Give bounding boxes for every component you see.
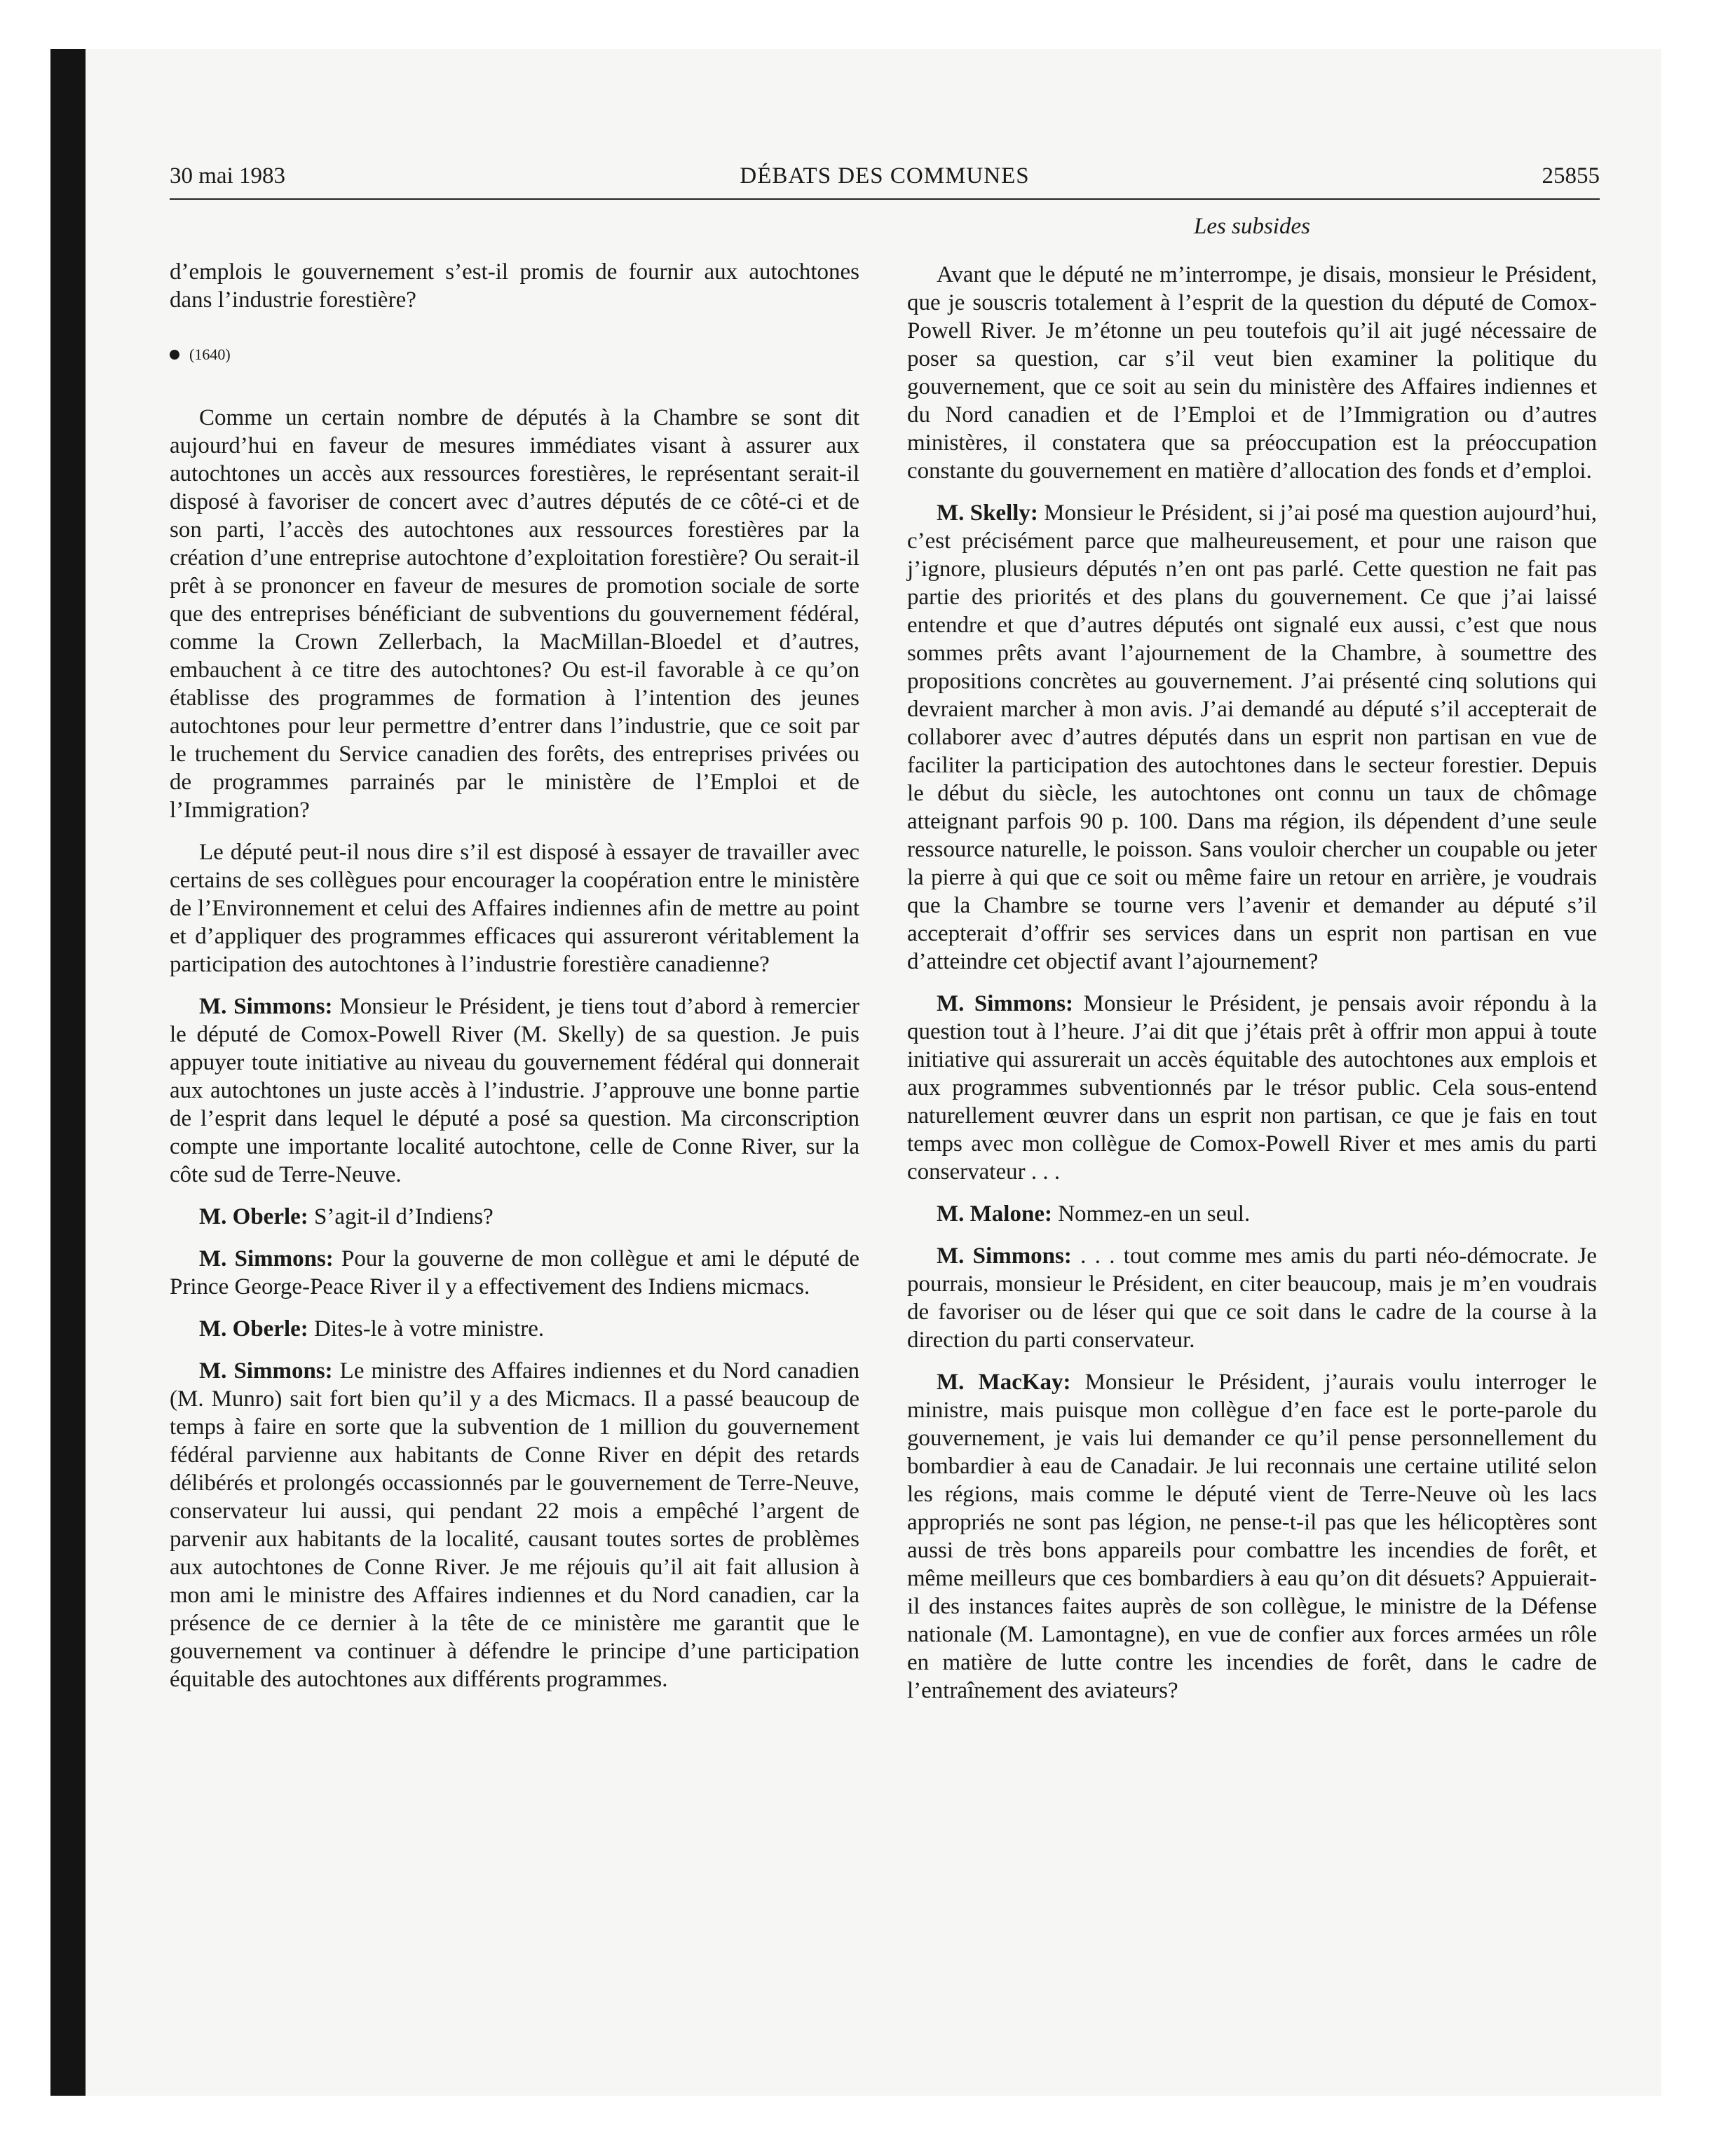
speaker-name: M. Simmons: <box>199 994 333 1019</box>
section-title: Les subsides <box>1194 214 1310 239</box>
speech-text: S’agit-il d’Indiens? <box>308 1204 494 1229</box>
speaker-name: M. Oberle: <box>199 1204 308 1229</box>
speaker-name: M. Malone: <box>937 1201 1052 1227</box>
speech-text: Dites-le à votre ministre. <box>308 1316 545 1342</box>
speech <box>907 1242 1597 1354</box>
left-column <box>170 258 859 1707</box>
header-title: DÉBATS DES COMMUNES <box>740 163 1030 189</box>
speech-text: Monsieur le Président, j’aurais voulu interroger le ministre, mais puisque mon collègue d’en face est le porte-parole du gouvernement, je vais lui demander ce qu’il pense personnellement du bombardier à eau de Canadair. Je lui reconnais une certaine utilité selon les régions, mais comme le député vient de Terre-Neuve où les lacs appropriés ne sont pas légion, ne pense-t-il pas que les hélicoptères sont aussi de très bons appareils pour combattre les incendies de forêt, et même meilleurs que ces bombardiers à eau qu’on dit désuets? Appuierait-il des instances faites auprès de son collègue, le ministre de la Défense nationale (M. Lamontagne), en vue de confier aux forces armées un rôle en matière de lutte contre les incendies de forêt, dans le cadre de l’entraînement des aviateurs? <box>907 1370 1597 1703</box>
speech <box>907 1368 1597 1705</box>
speaker-name: M. Simmons: <box>199 1358 333 1384</box>
right-column <box>907 261 1597 1719</box>
speaker-name: M. Simmons: <box>937 991 1074 1016</box>
header-page-number: 25855 <box>1542 163 1600 189</box>
speech <box>170 1245 859 1301</box>
timestamp: (1640) <box>189 346 231 363</box>
speaker-name: M. Oberle: <box>199 1316 308 1342</box>
speech <box>907 1200 1597 1228</box>
header-date: 30 mai 1983 <box>170 163 285 189</box>
paragraph: Comme un certain nombre de députés à la Chambre se sont dit aujourd’hui en faveur de mesures immédiates visant à assurer aux autochtones un accès aux ressources forestières, le représentant serait-il disposé à favoriser de concert avec d’autres députés de ce côté-ci et de son parti, l’accès des autochtones aux ressources forestières par la création d’une entreprise autochtone d’exploitation forestière? Ou serait-il prêt à se prononcer en faveur de mesures de promotion sociale de sorte que des entreprises bénéficiant de subventions du gouvernement fédéral, comme la Crown Zellerbach, la MacMillan-Bloedel et d’autres, embauchent à ce titre des autochtones? Ou est-il favorable à ce qu’on établisse des programmes de formation à l’intention des jeunes autochtones pour leur permettre d’entrer dans l’industrie, que ce soit par le truchement du Service canadien des forêts, des entreprises privées ou de programmes parrainés par le ministère de l’Emploi et de l’Immigration? <box>170 405 859 823</box>
bullet-icon <box>170 350 179 360</box>
speech-text: Nommez-en un seul. <box>1052 1201 1251 1227</box>
speech <box>170 992 859 1189</box>
speech <box>907 499 1597 976</box>
speech-text: Monsieur le Président, je tiens tout d’abord à remercier le député de Comox-Powell River (M. Skelly) de sa question. Je puis appuyer toute initiative au niveau du gouvernement fédéral qui donnerait aux autochtones un juste accès à l’industrie. J’approuve une bonne partie de l’esprit dans lequel le député a posé sa question. Ma circonscription compte une importante localité autochtone, celle de Conne River, sur la côte sud de Terre-Neuve. <box>170 994 859 1187</box>
speech <box>170 1357 859 1693</box>
speech-text: Monsieur le Président, je pensais avoir répondu à la question tout à l’heure. J’ai dit que j’étais prêt à offrir mon appui à toute initiative qui assurerait un accès équitable des autochtones aux emplois et aux programmes subventionnés par le trésor public. Cela sous-entend naturellement œuvrer dans un esprit non partisan, ce que je fais en tout temps avec mon collègue de Comox-Powell River et mes amis du parti conservateur . . . <box>907 991 1597 1185</box>
speech-text: Monsieur le Président, si j’ai posé ma question aujourd’hui, c’est précisément parce que malheureusement, et pour une raison que j’ignore, plusieurs députés n’en ont pas parlé. Cette question ne fait pas partie des priorités et des plans du gouvernement. Ce que j’ai laissé entendre et que d’autres députés ont signalé eux aussi, c’est que nous sommes prêts avant l’ajournement de la Chambre, à soumettre des propositions concrètes au gouvernement. J’ai présenté cinq solutions qui devraient marcher à mon avis. J’ai demandé au député s’il accepterait de collaborer avec d’autres députés dans un esprit non partisan en vue de faciliter la participation des autochtones dans le secteur forestier. Depuis le début du siècle, les autochtones ont connu un taux de chômage atteignant parfois 90 p. 100. Dans ma région, ils dépendent d’une seule ressource naturelle, le poisson. Sans vouloir chercher un coupable ou jeter la pierre à qui que ce soit ou même faire un retour en arrière, je voudrais que la Chambre se tourne vers l’avenir et demander au député s’il accepterait d’offrir ses services dans un esprit non partisan en vue d’atteindre cet objectif avant l’ajournement? <box>907 500 1598 974</box>
speech <box>170 1315 859 1343</box>
speech-text: Le ministre des Affaires indiennes et du Nord canadien (M. Munro) sait fort bien qu’il y a des Micmacs. Il a passé beaucoup de temps à faire en sorte que la subvention de 1 million du gouvernement fédéral parvienne aux habitants de Conne River en dépit des retards délibérés et prolongés occassionnés par le gouvernement de Terre-Neuve, conservateur lui aussi, qui pendant 22 mois a empêché l’argent de parvenir aux habitants de la localité, causant toutes sortes de problèmes aux autochtones de Conne River. Je me réjouis qu’il ait fait allusion à mon ami le ministre des Affaires indiennes et du Nord canadien, car la présence de ce dernier à la tête de ce ministère me garantit que le gouvernement va continuer à défendre le principe d’une participation équitable des autochtones aux différents programmes. <box>170 1358 859 1692</box>
speech-text: . . . tout comme mes amis du parti néo-démocrate. Je pourrais, monsieur le Président, en citer beaucoup, mais je m’en voudrais de favoriser ou de léser qui que ce soit dans le cadre de la course à la direction du parti conservateur. <box>907 1243 1597 1353</box>
speech <box>907 990 1597 1186</box>
speaker-name: M. Simmons: <box>937 1243 1072 1269</box>
header-rule <box>170 198 1600 200</box>
timestamp-marker <box>170 341 859 369</box>
paragraph: d’emplois le gouvernement s’est-il promis de fournir aux autochtones dans l’industrie forestière? <box>170 259 859 313</box>
speech <box>170 1203 859 1231</box>
speaker-name: M. Simmons: <box>199 1246 334 1271</box>
page-header <box>170 163 1600 200</box>
speaker-name: M. MacKay: <box>937 1370 1071 1395</box>
paragraph: Le député peut-il nous dire s’il est disposé à essayer de travailler avec certains de ses collègues pour encourager la coopération entre le ministère de l’Environnement et celui des Affaires indiennes afin de mettre au point et d’appliquer des programmes efficaces qui assureront véritablement la participation des autochtones à l’industrie forestière canadienne? <box>170 840 859 977</box>
paragraph: Avant que le député ne m’interrompe, je disais, monsieur le Président, que je souscris totalement à l’esprit de la question du député de Comox-Powell River. Je m’étonne un peu toutefois qu’il ait jugé nécessaire de poser sa question, car s’il veut bien examiner la politique du gouvernement, que ce soit au sein du ministère des Affaires indiennes et du Nord canadien et de l’Emploi et de l’Immigration ou d’autres ministères, il constatera que sa préoccupation est la préoccupation constante du gouvernement en matière d’allocation des fonds et d’emploi. <box>907 262 1597 484</box>
scan-edge-shadow <box>50 49 86 2096</box>
speech-text: Pour la gouverne de mon collègue et ami le député de Prince George-Peace River il y a effectivement des Indiens micmacs. <box>170 1246 859 1299</box>
speaker-name: M. Skelly: <box>937 500 1038 526</box>
